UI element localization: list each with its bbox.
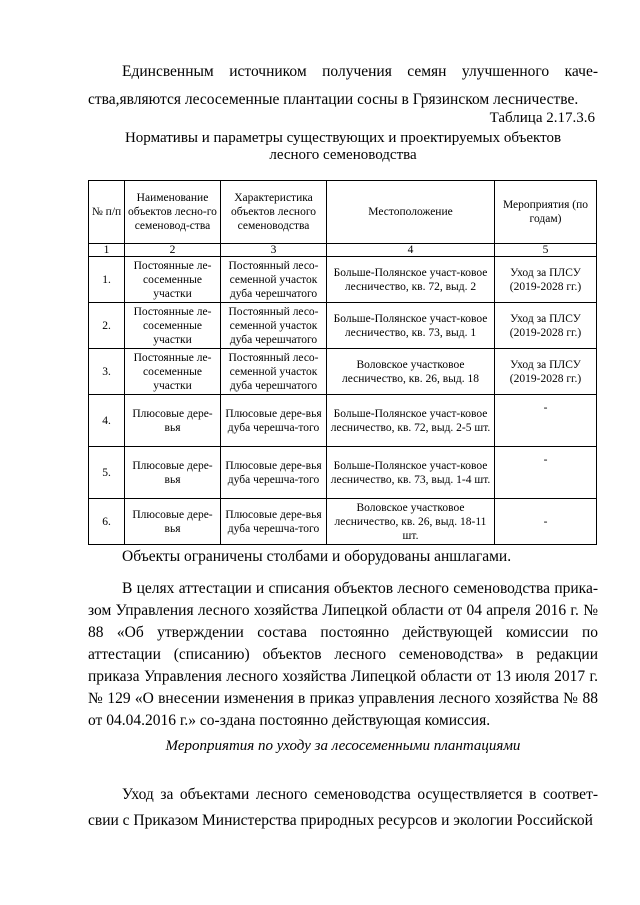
- row-location: Больше-Полянское участ-ковое лесничество, кв. 73, выд. 1-4 шт.: [327, 447, 495, 499]
- paragraph-care: Уход за объектами лесного семеноводства осуществляется в соответ-свии с Приказом Министерства природных ресурсов и экологии Российской: [88, 786, 598, 829]
- col-number: 1: [89, 244, 125, 257]
- row-object-name: Плюсовые дере-вья: [125, 447, 221, 499]
- row-characteristic: Постоянный лесо-семенной участок дуба черешчатого: [221, 257, 327, 303]
- row-activity: -: [495, 395, 597, 447]
- intro-line-2: ства,являются лесосеменные плантации сосны в Грязинском лесничестве.: [88, 91, 579, 108]
- row-characteristic: Плюсовые дере-вья дуба черешча-того: [221, 499, 327, 545]
- row-number: 4.: [89, 395, 125, 447]
- row-number: 2.: [89, 303, 125, 349]
- row-location: Воловское участковое лесничество, кв. 26, выд. 18-11 шт.: [327, 499, 495, 545]
- table-title-line-1: Нормативы и параметры существующих и проектируемых объектов: [124, 130, 562, 146]
- row-location: Больше-Полянское участ-ковое лесничество, кв. 72, выд. 2: [327, 257, 495, 303]
- row-object-name: Плюсовые дере-вья: [125, 395, 221, 447]
- row-location: Больше-Полянское участ-ковое лесничество, кв. 73, выд. 1: [327, 303, 495, 349]
- row-characteristic: Плюсовые дере-вья дуба черешча-того: [221, 447, 327, 499]
- row-object-name: Плюсовые дере-вья: [125, 499, 221, 545]
- header-characteristic: Характеристика объектов лесного семеноводства: [221, 181, 327, 244]
- row-characteristic: Постоянный лесо-семенной участок дуба черешчатого: [221, 303, 327, 349]
- row-activity: -: [495, 499, 597, 545]
- row-location: Больше-Полянское участ-ковое лесничество, кв. 72, выд. 2-5 шт.: [327, 395, 495, 447]
- col-number: 4: [327, 244, 495, 257]
- row-object-name: Постоянные ле-сосеменные участки: [125, 303, 221, 349]
- row-object-name: Постоянные ле-сосеменные участки: [125, 349, 221, 395]
- table-row: [89, 303, 597, 349]
- col-number: 3: [221, 244, 327, 257]
- table-header-row: [89, 181, 597, 244]
- table-row: [89, 395, 597, 447]
- row-activity: Уход за ПЛСУ (2019-2028 гг.): [495, 349, 597, 395]
- row-location: Воловское участковое лесничество, кв. 26, выд. 18: [327, 349, 495, 395]
- row-activity: Уход за ПЛСУ (2019-2028 гг.): [495, 257, 597, 303]
- seed-objects-table: [88, 180, 597, 545]
- row-characteristic: Плюсовые дере-вья дуба черешча-того: [221, 395, 327, 447]
- col-number: 5: [495, 244, 597, 257]
- row-activity: Уход за ПЛСУ (2019-2028 гг.): [495, 303, 597, 349]
- table-row: [89, 447, 597, 499]
- table-row: [89, 257, 597, 303]
- row-activity: -: [495, 447, 597, 499]
- header-location: Местоположение: [327, 181, 495, 244]
- row-number: 1.: [89, 257, 125, 303]
- row-number: 6.: [89, 499, 125, 545]
- row-number: 5.: [89, 447, 125, 499]
- row-number: 3.: [89, 349, 125, 395]
- paragraph-markers: Объекты ограничены столбами и оборудованы аншлагами.: [122, 548, 512, 565]
- table-number: Таблица 2.17.3.6: [489, 110, 595, 126]
- table-row: [89, 499, 597, 545]
- col-number: 2: [125, 244, 221, 257]
- header-number: № п/п: [89, 181, 125, 244]
- paragraph-commission: В целях аттестации и списания объектов лесного семеноводства прика-зом Управления лесного хозяйства Липецкой области от 04 апреля 2016 г. № 88 «Об утверждении состава постоянно действующей комиссии по аттестации (списанию) объектов лесного семеноводства» в редакции приказа Управления лесного хозяйства Липецкой области от 13 июля 2017 г. № 129 «О внесении изменения в приказ управления лесного хозяйства № 88 от 04.04.2016 г.» со-здана постоянно действующая комиссия.: [88, 580, 598, 729]
- table-title: [88, 130, 598, 164]
- header-activities: Мероприятия (по годам): [495, 181, 597, 244]
- row-characteristic: Постоянный лесо-семенной участок дуба черешчатого: [221, 349, 327, 395]
- table-row: [89, 349, 597, 395]
- intro-line-1: Единсвенным источником получения семян улучшенного каче-: [122, 63, 598, 80]
- table-title-line-2: лесного семеноводства: [269, 147, 417, 163]
- section-heading: Мероприятия по уходу за лесосеменными плантациями: [165, 738, 521, 754]
- table-column-numbers: [89, 244, 597, 257]
- header-name: Наименование объектов лесно-го семеновод-ства: [125, 181, 221, 244]
- row-object-name: Постоянные ле-сосеменные участки: [125, 257, 221, 303]
